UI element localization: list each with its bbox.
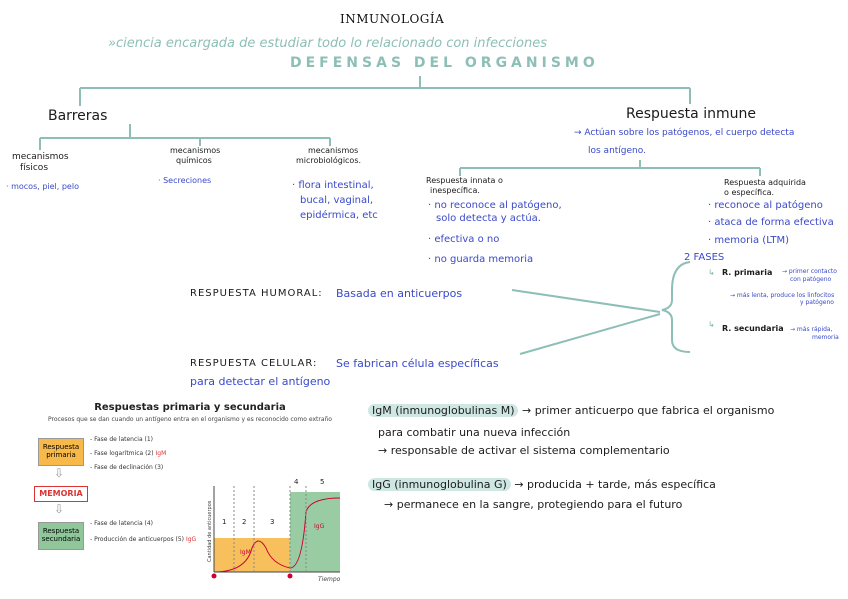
innata-item-1: · no reconoce al patógeno, (428, 200, 562, 211)
phase-label-1: 1 (222, 518, 227, 526)
micro-text-3: epidérmica, etc (300, 210, 378, 221)
secundaria-arrow-icon: ↳ (708, 320, 715, 329)
antigen-marker-1 (212, 574, 217, 579)
innata-item-2: solo detecta y actúa. (436, 213, 541, 224)
igm-label: IgM (inmunoglobulinas M) (368, 404, 518, 417)
igg-text-1: → producida + tarde, más específica (514, 478, 716, 491)
page-title: INMUNOLOGÍA (340, 12, 445, 26)
subtitle: »ciencia encargada de estudiar todo lo relacionado con infecciones (108, 36, 547, 51)
secundaria-label: R. secundaria (722, 324, 784, 333)
p-fase-2 (90, 450, 166, 457)
micro-text-1: · flora intestinal, (292, 180, 374, 191)
barreras-title: Barreras (48, 108, 108, 124)
arrow-down-icon: ⇩ (54, 466, 65, 480)
micro-title-2: microbiológicos. (296, 156, 362, 165)
figure-subtitle: Procesos que se dan cuando un antígeno entra en el organismo y es reconocido como extraño (48, 416, 332, 423)
primaria-note-1: → primer contacto (782, 268, 837, 275)
chart-xlabel: Tiempo (318, 576, 341, 583)
box-secundaria-line-2: secundaria (41, 535, 81, 543)
celular-text-2: para detectar el antígeno (190, 375, 331, 388)
primary-phase-area (214, 538, 290, 572)
s-fase-5-igg: IgG (185, 536, 197, 543)
igm-text-3: → responsable de activar el sistema complementario (378, 444, 670, 457)
box-secundaria-line-1: Respuesta (42, 527, 80, 535)
innata-item-4: · no guarda memoria (428, 254, 534, 265)
antigen-marker-2 (288, 574, 293, 579)
p-fase-2-igm: IgM (155, 450, 167, 457)
box-memoria-label: MEMORIA (39, 489, 83, 498)
box-primaria-line-1: Respuesta (42, 443, 80, 451)
igm-text-1: → primer anticuerpo que fabrica el organismo (521, 404, 775, 417)
p-fase-1: - Fase de latencia (1) (90, 436, 154, 443)
micro-title-1: mecanismos (308, 146, 359, 155)
micro-text-2: bucal, vaginal, (300, 195, 374, 206)
innata-item-3: · efectiva o no (428, 234, 500, 245)
defensas-heading: DEFENSAS DEL ORGANISMO (290, 55, 599, 71)
p-fase-2-text: - Fase logarítmica (2) (90, 450, 154, 457)
quimicos-title-1: mecanismos (170, 146, 221, 155)
box-respuesta-secundaria (38, 522, 84, 550)
curve-label-igg: IgG (314, 523, 325, 530)
primaria-label: R. primaria (722, 268, 773, 277)
phase-label-2: 2 (242, 518, 247, 526)
adquirida-title-1: Respuesta adquirida (724, 178, 806, 187)
igm-block (368, 404, 774, 417)
figure-title: Respuestas primaria y secundaria (94, 402, 286, 413)
fisicos-title-2: físicos (20, 163, 49, 173)
igg-label: IgG (inmunoglobulina G) (368, 478, 511, 491)
s-fase-4: - Fase de latencia (4) (90, 520, 154, 527)
fisicos-title-1: mecanismos (12, 152, 69, 162)
primaria-arrow-icon: ↳ (708, 268, 715, 277)
celular-label: RESPUESTA CELULAR: (190, 358, 318, 369)
primaria-note-2: con patógeno (790, 276, 832, 283)
adquirida-title-2: o específica. (724, 188, 775, 197)
adquirida-item-3: · memoria (LTM) (708, 235, 790, 246)
antibody-chart (206, 472, 346, 584)
secundaria-note-2: memoria (812, 334, 839, 341)
respuesta-inmune-title: Respuesta inmune (626, 106, 756, 122)
fisicos-text: · mocos, piel, pelo (6, 182, 79, 191)
box-primaria-line-2: primaria (46, 451, 76, 459)
humoral-label: RESPUESTA HUMORAL: (190, 288, 323, 299)
innata-title-2: inespecífica. (430, 186, 480, 195)
igm-text-2: para combatir una nueva infección (378, 426, 571, 439)
s-fase-5 (90, 536, 196, 543)
curve-label-igm: IgM (240, 549, 251, 556)
phase-label-4: 4 (294, 478, 299, 486)
phase-label-3: 3 (270, 518, 275, 526)
quimicos-text: · Secreciones (158, 176, 212, 185)
box-memoria (34, 486, 88, 502)
respuestas-figure (30, 402, 350, 592)
humoral-text: Basada en anticuerpos (336, 287, 463, 300)
primaria-note-3: → más lenta, produce los linfocitos (730, 292, 835, 299)
phase-label-5: 5 (320, 478, 325, 486)
s-fase-5-text: - Producción de anticuerpos (5) (90, 536, 185, 543)
primaria-note-4: y patógeno (800, 299, 834, 306)
adquirida-item-2: · ataca de forma efectiva (708, 217, 834, 228)
arrow-down-icon-2: ⇩ (54, 502, 65, 516)
respuesta-inmune-desc-2: los antígeno. (588, 146, 646, 156)
box-respuesta-primaria (38, 438, 84, 466)
adquirida-item-1: · reconoce al patógeno (708, 200, 823, 211)
igg-text-2: → permanece en la sangre, protegiendo para el futuro (384, 498, 683, 511)
innata-title-1: Respuesta innata o (426, 176, 503, 185)
igg-block (368, 478, 716, 491)
fases-title: 2 FASES (684, 252, 725, 263)
chart-ylabel: Cantidad de anticuerpos (207, 500, 213, 562)
respuesta-inmune-desc-1: → Actúan sobre los patógenos, el cuerpo detecta (574, 128, 795, 138)
celular-text-1: Se fabrican célula específicas (336, 357, 499, 370)
secundaria-note-1: → más rápida, (790, 326, 833, 333)
p-fase-3: - Fase de declinación (3) (90, 464, 164, 471)
quimicos-title-2: químicos (176, 156, 212, 165)
